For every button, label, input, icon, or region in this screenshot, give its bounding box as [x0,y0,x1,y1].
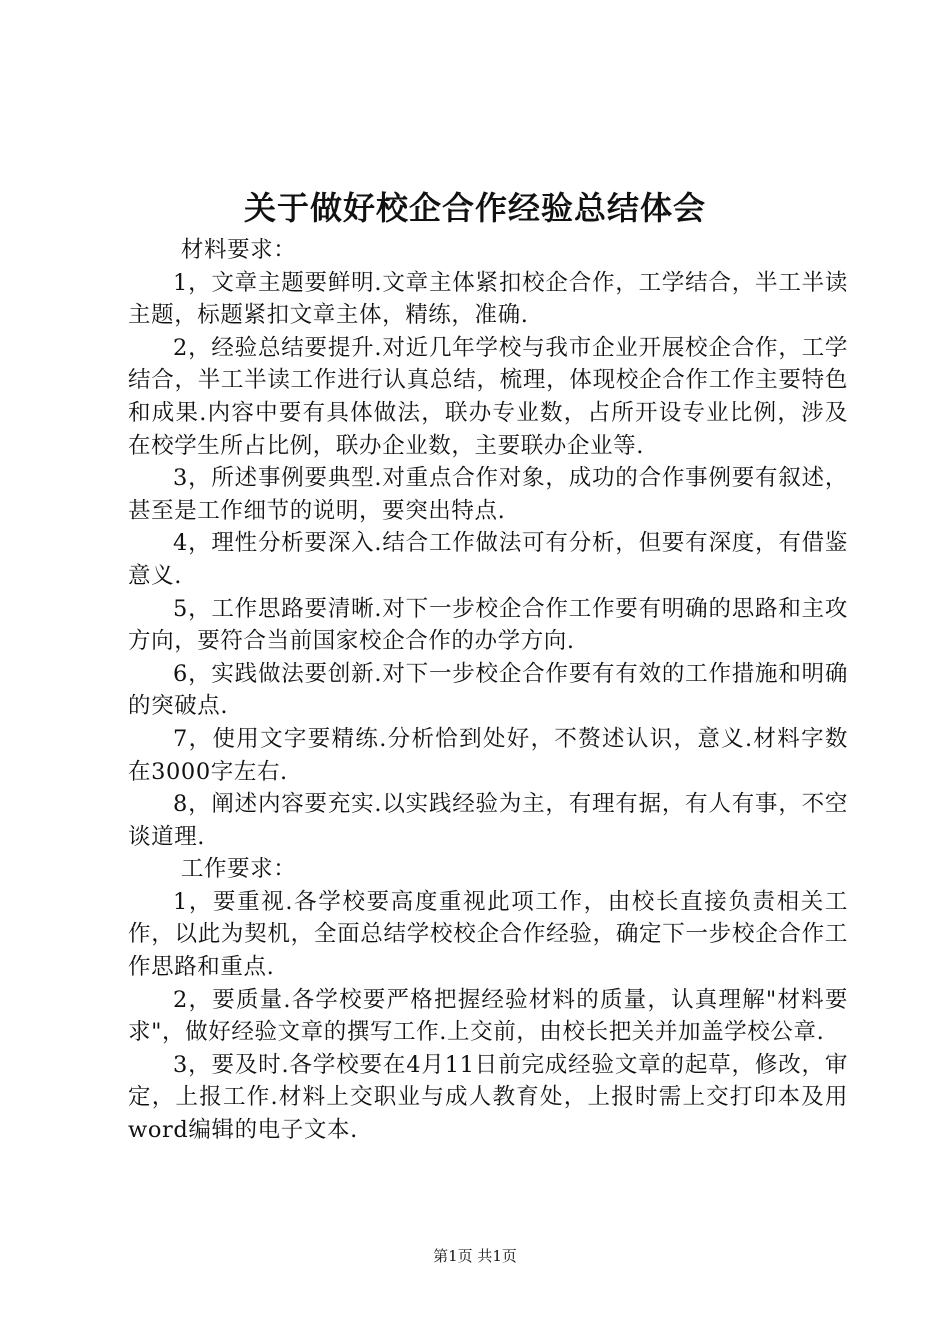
document-title: 关于做好校企合作经验总结体会 [243,189,706,227]
paragraph: 3，所述事例要典型.对重点合作对象，成功的合作事例要有叙述，甚至是工作细节的说明，要突出特点. [128,465,848,524]
paragraph: 5，工作思路要清晰.对下一步校企合作工作要有明确的思路和主攻方向，要符合当前国家校企合作的办学方向. [128,595,848,655]
paragraph: 4，理性分析要深入.结合工作做法可有分析，但要有深度，有借鉴意义. [128,530,848,589]
paragraph: 7，使用文字要精练.分析恰到处好，不赘述认识，意义.材料字数在3000字左右. [128,725,848,785]
paragraph: 1，要重视.各学校要高度重视此项工作，由校长直接负责相关工作，以此为契机，全面总结学校校企合作经验，确定下一步校企合作工作思路和重点. [128,888,848,981]
section-heading-work-requirements: 工作要求： [180,856,297,883]
paragraph: 1，文章主题要鲜明.文章主体紧扣校企合作，工学结合，半工半读主题，标题紧扣文章主体，精练，准确. [128,269,848,329]
paragraph: 2，要质量.各学校要严格把握经验材料的质量，认真理解"材料要求"，做好经验文章的撰写工作.上交前，由校长把关并加盖学校公章. [128,986,848,1046]
section-heading-material-requirements: 材料要求： [180,237,297,263]
page-footer: 第1页 共1页 [433,1247,517,1265]
paragraph: 2，经验总结要提升.对近几年学校与我市企业开展校企合作，工学结合，半工半读工作进行认真总结，梳理，体现校企合作工作主要特色和成果.内容中要有具体做法，联办专业数，占所开设专业比例，涉及在校学生所占比例，联办企业数，主要联办企业等. [128,334,848,459]
paragraph: 8，阐述内容要充实.以实践经验为主，有理有据，有人有事，不空谈道理. [128,791,848,850]
paragraph: 6，实践做法要创新.对下一步校企合作要有有效的工作措施和明确的突破点. [128,660,848,720]
paragraph: 3，要及时.各学校要在4月11日前完成经验文章的起草，修改，审定，上报工作.材料上交职业与成人教育处，上报时需上交打印本及用word编辑的电子文本. [128,1051,848,1144]
document-body [128,234,848,1147]
